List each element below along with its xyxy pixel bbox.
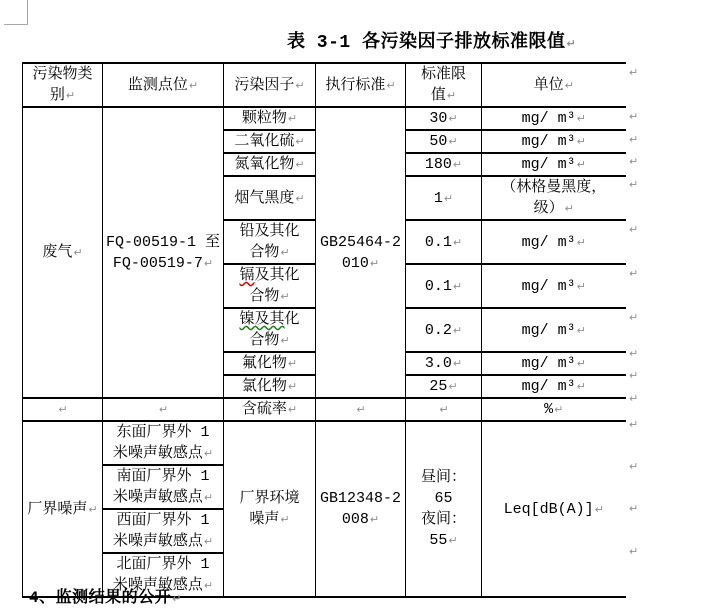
paragraph-mark: ↵ [172,592,182,605]
paragraph-mark: ↵ [576,357,586,370]
header-monitoring-point [103,63,224,107]
paragraph-mark: ↵ [576,279,586,293]
cell-unit [482,220,626,264]
paragraph-mark: ↵ [448,380,458,393]
section-heading-monitoring-results [29,584,182,607]
cell-standard-gb25464 [316,107,406,398]
cell-factor-boundary-noise [224,421,316,597]
paragraph-mark: ↵ [287,380,298,393]
cell-text: 烟气黑度 [234,189,295,207]
cell-standard-gb12348 [316,421,406,597]
cell-unit [482,153,626,176]
paragraph-mark: ↵ [203,579,214,592]
cell-text: 及其化 合物 [249,267,300,305]
cell-limit [406,308,482,352]
cell-empty [23,398,103,421]
cell-text: 厂界噪声 [27,500,88,518]
row-end-mark: ↵ [629,347,639,360]
cell-factor [224,153,316,176]
cell-text: mg/ m³ [521,133,576,150]
paragraph-mark: ↵ [203,447,214,460]
header-text: 监测点位 [127,76,188,94]
cell-text: GB12348-2 008 [319,490,401,528]
cell-noise-point-east [103,421,224,465]
cell-text: 东面厂界外 1 米噪声敏感点 [112,424,210,462]
paragraph-mark: ↵ [73,246,83,259]
paragraph-mark: ↵ [203,491,214,504]
cell-limit [406,352,482,375]
paragraph-mark: ↵ [280,334,290,347]
paragraph-mark: ↵ [576,323,586,337]
paragraph-mark: ↵ [188,78,199,92]
paragraph-mark: ↵ [88,502,98,516]
cell-factor [224,308,316,352]
cell-empty [406,398,482,421]
row-end-mark: ↵ [629,267,639,280]
cell-unit-leq [482,421,626,597]
cell-unit [482,176,626,220]
paragraph-mark: ↵ [576,112,586,125]
row-end-mark: ↵ [629,133,639,146]
cell-text: 氯化物 [241,378,287,395]
row-noise-east [23,421,626,465]
paragraph-mark: ↵ [594,502,604,516]
cell-text: mg/ m³ [521,156,576,173]
cell-text: 30 [429,110,448,127]
cell-limit [406,107,482,130]
table-title [287,27,576,53]
paragraph-mark: ↵ [576,235,586,249]
cell-factor [224,130,316,153]
cell-text: 含硫率 [241,401,287,418]
cell-factor [224,264,316,308]
cell-text: 厂界环境 噪声 [239,490,300,528]
header-text: 污染因子 [234,76,295,94]
cell-text: 氟化物 [241,355,287,372]
row-end-mark: ↵ [629,418,639,431]
cell-text: % [544,401,554,418]
row-end-mark: ↵ [629,66,639,79]
header-pollution-factor [224,63,316,107]
cell-text: 二氧化硫 [234,133,295,150]
paragraph-mark: ↵ [448,135,458,148]
header-unit [482,63,626,107]
paragraph-mark: ↵ [280,513,290,526]
cell-factor [224,375,316,398]
cell-text: Leq[dB(A)] [503,500,594,518]
cell-unit [482,308,626,352]
cell-limit [406,130,482,153]
cell-unit [482,107,626,130]
paragraph-mark: ↵ [356,403,366,416]
paragraph-mark: ↵ [287,112,298,125]
cell-monitoring-point-fq [103,107,224,398]
paragraph-mark: ↵ [287,403,298,416]
cell-text: 50 [429,133,448,150]
cell-factor [224,220,316,264]
row-particulate [23,107,626,130]
header-text: 标准限 值 [420,66,466,104]
paragraph-mark: ↵ [287,357,298,370]
cell-factor [224,352,316,375]
paragraph-mark: ↵ [566,37,577,50]
header-text: 污染物类 别 [32,66,93,104]
cell-limit [406,375,482,398]
cell-text: 南面厂界外 1 米噪声敏感点 [112,468,210,506]
emission-standards-table [22,62,626,598]
cell-category-waste-gas [23,107,103,398]
cell-text: mg/ m³ [521,378,576,395]
paragraph-mark: ↵ [448,534,458,547]
paragraph-mark: ↵ [446,89,457,102]
cell-text: 3.0 [424,355,452,372]
paragraph-mark: ↵ [452,235,463,249]
cell-text: mg/ m³ [521,321,576,339]
cell-unit [482,352,626,375]
cell-limit [406,153,482,176]
cell-empty [103,398,224,421]
paragraph-mark: ↵ [65,89,76,102]
cell-limit-day-night [406,421,482,597]
row-end-mark: ↵ [629,392,639,405]
grammar-flagged-text: 镍及其 [239,311,285,328]
paragraph-mark: ↵ [452,158,463,171]
paragraph-mark: ↵ [295,135,305,148]
cell-text: mg/ m³ [521,355,576,372]
paragraph-mark: ↵ [369,256,380,270]
paragraph-mark: ↵ [158,403,169,416]
paragraph-mark: ↵ [369,513,380,526]
paragraph-mark: ↵ [295,158,305,171]
paragraph-mark: ↵ [564,202,574,215]
spellcheck-flagged-text: 镉 [239,267,255,284]
paragraph-mark: ↵ [576,135,586,148]
cell-text: 北面厂界外 1 米噪声敏感点 [112,556,210,594]
paragraph-mark: ↵ [554,403,564,416]
cell-text: 铅及其化 合物 [239,223,300,261]
row-end-mark: ↵ [629,155,639,168]
paragraph-mark: ↵ [295,191,305,205]
paragraph-mark: ↵ [295,78,305,92]
cell-factor [224,398,316,421]
header-text: 单位 [533,76,564,94]
cell-limit [406,220,482,264]
cell-limit [406,264,482,308]
cell-text: 化 合物 [249,311,300,349]
cell-text: FQ-00519-1 至 FQ-00519-7 [105,233,221,272]
cell-category-boundary-noise [23,421,103,597]
cell-text: 180 [424,156,452,173]
cell-text: 西面厂界外 1 米噪声敏感点 [112,512,210,550]
cell-unit [482,264,626,308]
row-sulfur-content [23,398,626,421]
paragraph-mark: ↵ [280,246,290,259]
row-end-mark: ↵ [629,223,639,236]
cell-text: GB25464-2 010 [319,233,401,272]
row-end-mark: ↵ [629,460,639,473]
table-title-text: 表 3-1 各污染因子排放标准限值 [287,33,566,53]
row-end-mark: ↵ [629,110,639,123]
row-end-mark: ↵ [629,369,639,382]
text-boundary-corner-vertical [27,0,28,24]
paragraph-mark: ↵ [452,357,463,370]
cell-noise-point-west [103,509,224,553]
paragraph-mark: ↵ [203,535,214,548]
header-text: 执行标准 [325,76,386,94]
cell-factor [224,107,316,130]
paragraph-mark: ↵ [576,158,586,171]
cell-text: 昼间： 65 夜间： 55 [420,469,466,549]
cell-text: mg/ m³ [521,277,576,295]
cell-text: 0.2 [424,321,452,339]
paragraph-mark: ↵ [203,256,214,270]
cell-noise-point-south [103,465,224,509]
paragraph-mark: ↵ [448,112,458,125]
cell-unit [482,398,626,421]
cell-text: 0.1 [424,233,452,251]
text-boundary-corner-horizontal [4,24,28,25]
cell-text: 0.1 [424,277,452,295]
cell-text: 颗粒物 [241,110,287,127]
header-applicable-standard [316,63,406,107]
cell-text: 废气 [42,244,73,261]
paragraph-mark: ↵ [58,403,68,416]
paragraph-mark: ↵ [443,191,454,205]
cell-text: 氮氧化物 [234,156,295,173]
cell-text: mg/ m³ [521,110,576,127]
cell-text: 25 [429,378,448,395]
row-end-mark: ↵ [629,502,639,515]
row-end-mark: ↵ [629,178,639,191]
paragraph-mark: ↵ [280,290,290,303]
header-standard-limit [406,63,482,107]
section-heading-text: 4、监测结果的公开 [29,589,172,607]
cell-limit [406,176,482,220]
header-row [23,63,626,107]
row-end-mark: ↵ [629,545,639,558]
cell-unit [482,375,626,398]
paragraph-mark: ↵ [576,380,586,393]
paragraph-mark: ↵ [452,323,463,337]
header-pollutant-category [23,63,103,107]
cell-text: mg/ m³ [521,233,576,251]
cell-text: （林格曼黑度， 级） [501,179,607,217]
paragraph-mark: ↵ [439,403,449,416]
cell-text: 1 [433,189,443,207]
paragraph-mark: ↵ [452,279,463,293]
cell-empty [316,398,406,421]
cell-factor [224,176,316,220]
paragraph-mark: ↵ [386,78,396,92]
row-end-mark: ↵ [629,311,639,324]
paragraph-mark: ↵ [564,78,574,92]
cell-unit [482,130,626,153]
